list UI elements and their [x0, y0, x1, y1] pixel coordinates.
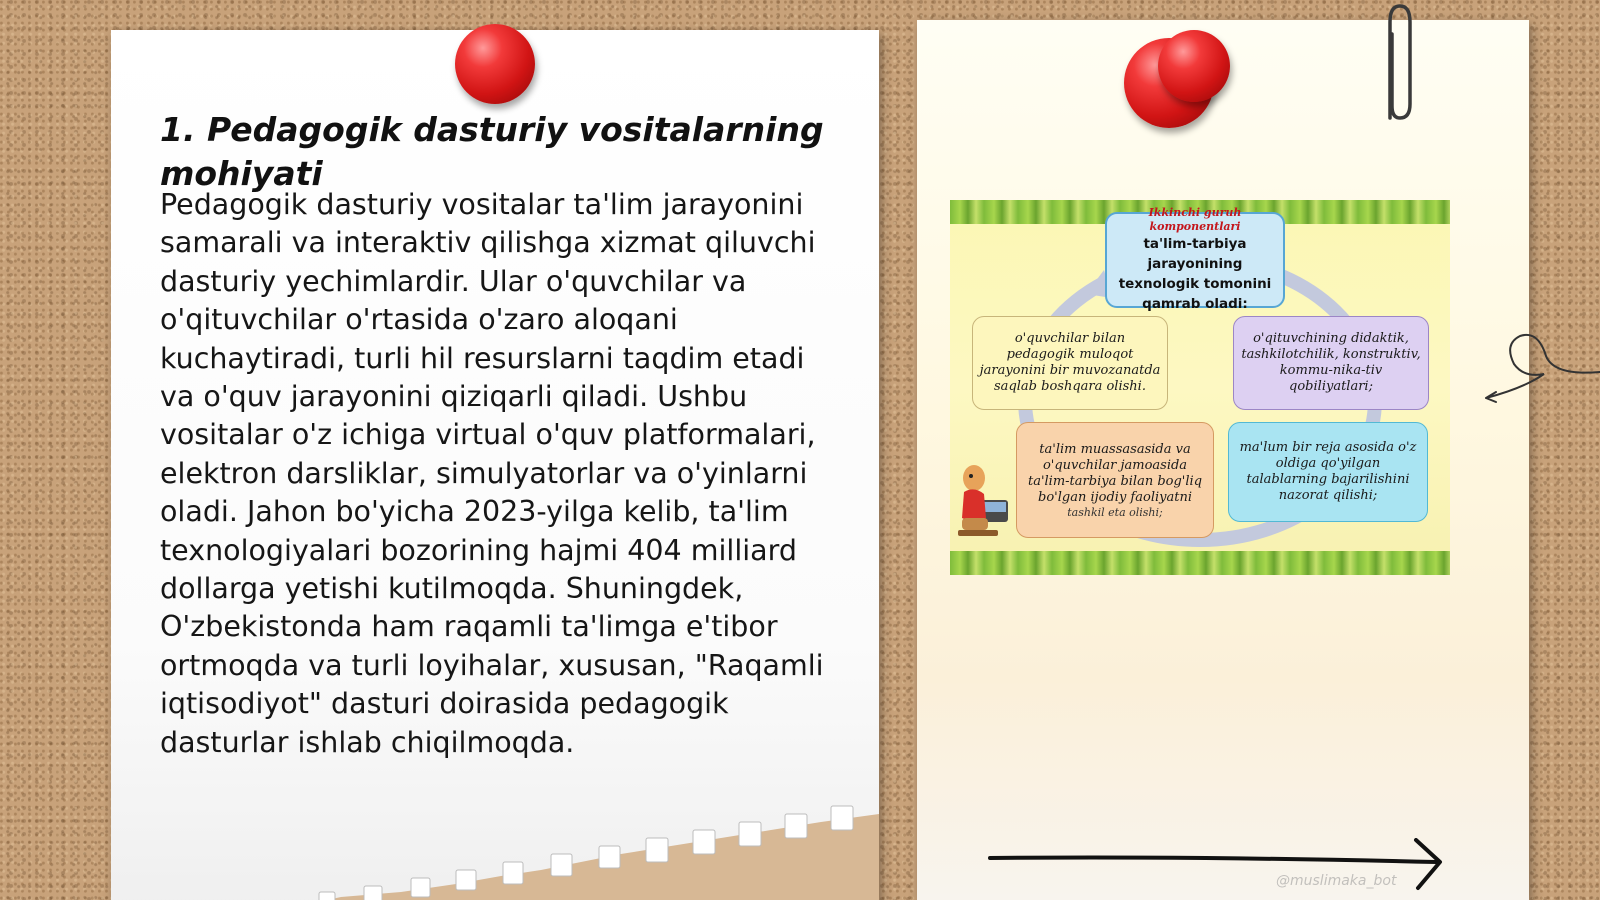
diagram-node-bottom-left: [1016, 422, 1214, 538]
cartoon-character-icon: [956, 456, 1012, 538]
diagram-node-right: o'qituvchining didaktik, tashkilotchilik, konstruktiv, kommu-nika-tiv qobiliyatlari;: [1233, 316, 1429, 410]
page-title: 1. Pedagogik dasturiy vositalarning mohiyati: [160, 110, 824, 193]
scribble-arrow-icon: [1484, 316, 1600, 406]
components-diagram: [950, 200, 1450, 575]
watermark: @muslimaka_bot: [1276, 873, 1397, 889]
diagram-node-top: [1105, 206, 1285, 312]
vine-border-bottom: [950, 551, 1450, 575]
diagram-bottom-left-suffix: tashkil eta olishi;: [1067, 505, 1163, 519]
diagram-node-bottom-right: ma'lum bir reja asosida o'z oldiga qo'yilgan talablarning bajarilishini nazorat qilishi;: [1228, 422, 1428, 522]
torn-paper-edge: [111, 800, 879, 900]
diagram-top-text: ta'lim-tarbiya jarayonining texnologik tomonini qamrab oladi:: [1118, 236, 1272, 312]
body-paragraph: Pedagogik dasturiy vositalar ta'lim jarayonini samarali va interaktiv qilishga xizmat qiluvchi dasturiy yechimlardir. Ular o'quvchilar va o'qituvchilar o'rtasida o'zaro aloqani kuchaytiradi, turli hil resurslarni taqdim etadi va o'quv jarayonini qiziqarli qiladi. Ushbu vositalar o'z ichiga virtual o'quv platformalari, elektron darsliklar, simulyatorlar va o'yinlarni oladi. Jahon bo'yicha 2023-yilga kelib, ta'lim texnologiyalari bozorining hajmi 404 milliard dollarga yetishi kutilmoqda. Shuningdek, O'zbekistonda ham raqamli ta'limga e'tibor ortmoqda va turli loyihalar, xususan, "Raqamli iqtisodiyot" dasturi doirasida pedagogik dasturlar ishlab chiqilmoqda.: [160, 188, 824, 759]
diagram-bottom-left-text: ta'lim muassasasida va o'quvchilar jamoasida ta'lim-tarbiya bilan bog'liq bo'lgan ijodiy faoliyatni: [1027, 441, 1203, 505]
red-pushpin-icon: [1158, 30, 1230, 102]
red-pushpin-icon: [455, 24, 535, 104]
right-arrow-icon: [988, 838, 1448, 898]
diagram-node-left: o'quvchilar bilan pedagogik muloqot jarayonini bir muvozanatda saqlab boshqara olishi.: [972, 316, 1168, 410]
diagram-top-heading: Ikkinchi guruh komponentlari: [1148, 206, 1242, 233]
paperclip-icon: [1378, 0, 1418, 126]
